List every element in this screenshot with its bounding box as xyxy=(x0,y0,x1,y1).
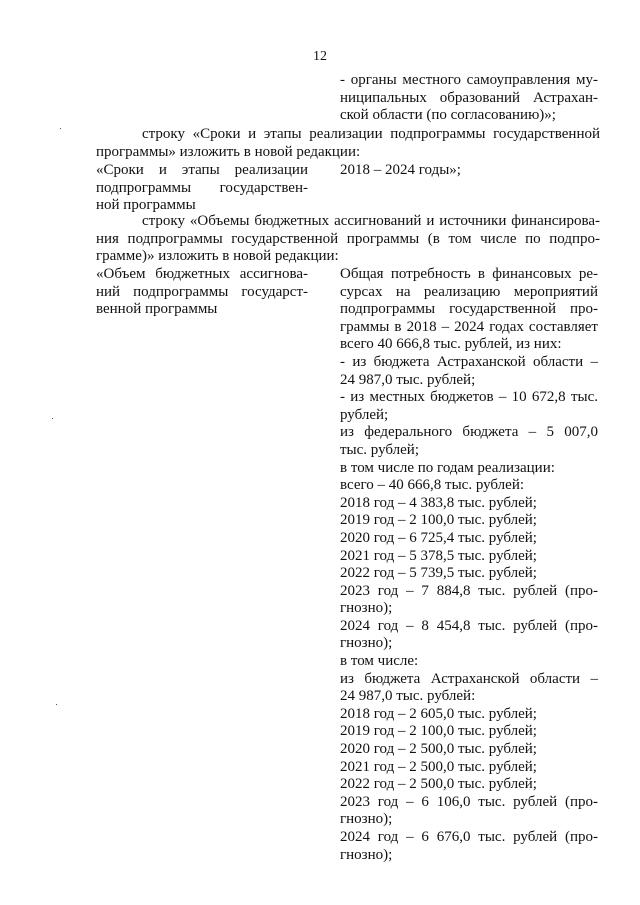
text-line: 2020 год – 6 725,4 тыс. рублей; xyxy=(340,529,537,546)
text-line: подпрограммы государственной про- xyxy=(340,301,598,318)
text-line: сурсах на реализацию мероприятий xyxy=(340,283,598,300)
text-line: грамме)» изложить в новой редакции: xyxy=(96,248,339,265)
text-line: «Сроки и этапы реализации xyxy=(96,162,308,178)
text-line: - из бюджета Астраханской области – xyxy=(340,353,598,370)
text-line: Общая потребность в финансовых ре- xyxy=(340,266,598,282)
text-line: программы» изложить в новой редакции: xyxy=(96,143,361,160)
text-line: гнозно); xyxy=(340,811,393,828)
paragraph-budget-instruction xyxy=(96,213,600,266)
text-line: ниципальных образований Астрахан- xyxy=(340,89,598,106)
text-line: подпрограммы государствен- xyxy=(96,179,308,196)
budget-value-cell xyxy=(340,266,598,864)
text-line: ской области (по согласованию)»; xyxy=(340,107,556,124)
scan-speck xyxy=(60,128,61,129)
text-line: 24 987,0 тыс. рублей: xyxy=(340,688,476,705)
text-line: гнозно); xyxy=(340,600,393,617)
text-line: - органы местного самоуправления му- xyxy=(340,72,598,88)
text-line: 24 987,0 тыс. рублей; xyxy=(340,371,476,388)
text-line: всего 40 666,8 тыс. рублей, из них: xyxy=(340,336,562,353)
text-line: строку «Объемы бюджетных ассигнований и источники финансирова- xyxy=(142,213,600,229)
text-line: 2020 год – 2 500,0 тыс. рублей; xyxy=(340,741,537,758)
text-line: «Объем бюджетных ассигнова- xyxy=(96,266,308,282)
text-line: тыс. рублей; xyxy=(340,441,419,458)
text-line: 2022 год – 5 739,5 тыс. рублей; xyxy=(340,565,537,582)
text-line: ний подпрограммы государст- xyxy=(96,283,308,300)
text-line: 2023 год – 7 884,8 тыс. рублей (про- xyxy=(340,582,598,599)
text-line: из бюджета Астраханской области – xyxy=(340,670,598,687)
text-line: в том числе по годам реализации: xyxy=(340,459,555,476)
text-line: граммы в 2018 – 2024 годах составляет xyxy=(340,318,598,335)
text-line: 2022 год – 2 500,0 тыс. рублей; xyxy=(340,776,537,793)
text-line: 2023 год – 6 106,0 тыс. рублей (про- xyxy=(340,793,598,810)
paragraph-terms-instruction xyxy=(96,126,600,161)
scan-speck xyxy=(56,704,57,705)
text-line: 2018 год – 2 605,0 тыс. рублей; xyxy=(340,705,537,722)
text-line: 2024 год – 6 676,0 тыс. рублей (про- xyxy=(340,829,598,845)
text-line: строку «Сроки и этапы реализации подпрограммы государственной xyxy=(142,126,600,142)
text-line: 2019 год – 2 100,0 тыс. рублей; xyxy=(340,723,537,740)
text-line: ной программы xyxy=(96,197,196,214)
budget-label-cell xyxy=(96,266,308,319)
text-line: ния подпрограммы государственной программы (в том числе по подпро- xyxy=(96,230,600,247)
text-line: 2018 год – 4 383,8 тыс. рублей; xyxy=(340,494,537,511)
text-line: венной программы xyxy=(96,301,218,318)
terms-value-cell xyxy=(340,162,598,180)
scan-speck xyxy=(52,418,53,419)
page-number: 12 xyxy=(313,49,327,64)
terms-label-cell xyxy=(96,162,308,215)
executors-cell xyxy=(340,72,598,125)
text-line: 2021 год – 2 500,0 тыс. рублей; xyxy=(340,758,537,775)
text-line: из федерального бюджета – 5 007,0 xyxy=(340,424,598,441)
text-line: - из местных бюджетов – 10 672,8 тыс. xyxy=(340,389,598,406)
text-line: гнозно); xyxy=(340,635,393,652)
text-line: гнозно); xyxy=(340,846,393,863)
text-line: 2021 год – 5 378,5 тыс. рублей; xyxy=(340,547,537,564)
text-line: всего – 40 666,8 тыс. рублей: xyxy=(340,477,525,494)
text-line: 2019 год – 2 100,0 тыс. рублей; xyxy=(340,512,537,529)
text-line: в том числе: xyxy=(340,653,419,670)
text-line: рублей; xyxy=(340,406,389,423)
text-line: 2024 год – 8 454,8 тыс. рублей (про- xyxy=(340,617,598,634)
terms-value: 2018 – 2024 годы»; xyxy=(340,162,461,178)
